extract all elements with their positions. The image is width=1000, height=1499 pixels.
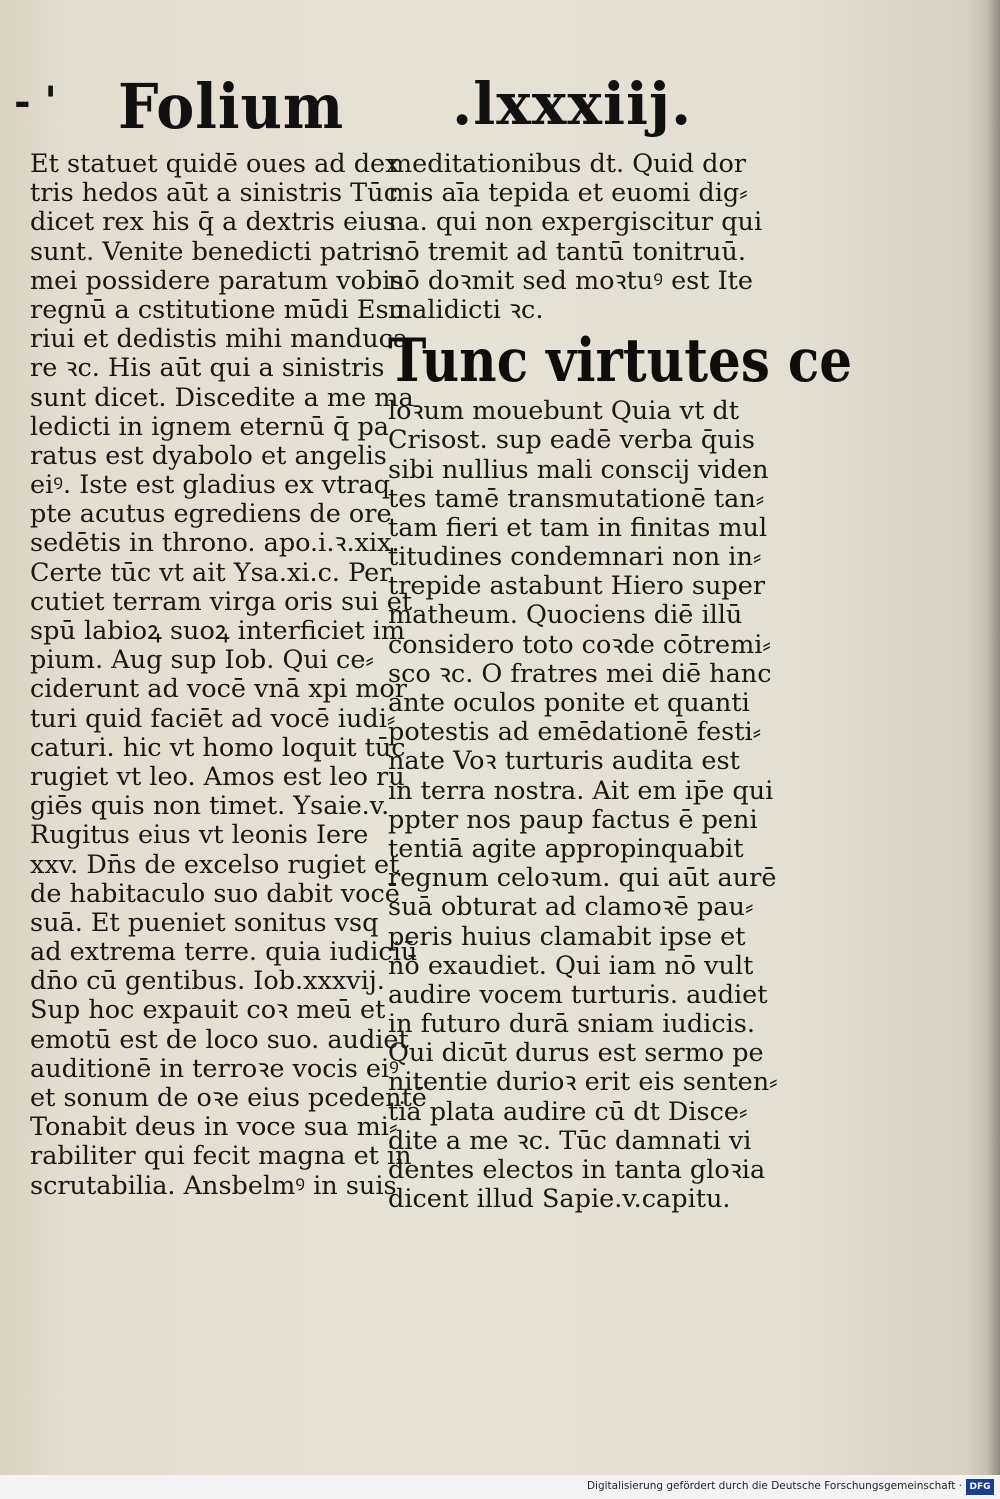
margin-mark: - '	[14, 78, 57, 125]
text-line: suā obturat ad clamoꝛē pau⸗	[388, 892, 754, 923]
text-line: rugiet vt leo. Amos est leo ru	[30, 761, 405, 792]
text-line: sco ꝛc. O fratres mei diē hanc	[388, 658, 772, 689]
folio-number: .lxxxiij.	[452, 70, 693, 138]
text-line: loꝛum mouebunt Quia vt dt	[388, 396, 739, 427]
text-line: Sup hoc expauit coꝛ meū et	[30, 995, 386, 1026]
text-line: cutiet terram virga oris sui et	[30, 586, 413, 617]
text-line: in terra nostra. Ait em ip̄e qui	[388, 775, 774, 806]
running-head-folium: Folium	[118, 70, 345, 143]
text-line: mis aīa tepida et euomi dig⸗	[388, 178, 748, 209]
text-line: ppter nos paup factus ē peni	[388, 804, 758, 835]
text-line: Rugitus eius vt leonis Iere	[30, 820, 369, 851]
text-line: sunt. Venite benedicti patris	[30, 236, 395, 267]
text-line: Certe tūc vt ait Ysa.xi.c. Per	[30, 557, 392, 588]
text-line: turi quid faciēt ad vocē iudi⸗	[30, 703, 396, 734]
text-line: tia plata audire cū dt Disce⸗	[388, 1096, 748, 1127]
text-line: pium. Aug sup Iob. Qui ce⸗	[30, 645, 374, 676]
text-line: sibi nullius mali conscij viden	[388, 454, 769, 485]
text-line: regnū a cstitutione mūdi Esu	[30, 294, 405, 325]
right-column-top-lines	[388, 149, 763, 325]
text-line: trepide astabunt Hiero super	[388, 571, 766, 602]
text-line: tam fieri et tam in finitas mul	[388, 512, 768, 543]
text-line: matheum. Quociens diē illū	[388, 600, 743, 631]
text-line: de habitaculo suo dabit vocē	[30, 878, 400, 909]
text-line: et sonum de oꝛe eius pcedentē	[30, 1083, 427, 1113]
text-line: considero toto coꝛde cōtremi⸗	[388, 629, 771, 660]
page-edge	[986, 0, 1000, 1475]
right-column-bottom-lines	[388, 396, 778, 1215]
text-line: giēs quis non timet. Ysaie.v.	[30, 791, 390, 822]
text-line: dentes electos in tanta gloꝛia	[388, 1155, 766, 1185]
text-line: nitentie durioꝛ erit eis senten⸗	[388, 1067, 778, 1098]
text-line: nate Voꝛ turturis audita est	[388, 746, 740, 777]
text-line: xxv. Dn̄s de excelso rugiet et	[30, 849, 400, 880]
dfg-logo: DFG	[966, 1479, 994, 1495]
text-line: dicet rex his q̄ a dextris eius	[30, 207, 396, 238]
funding-credit: Digitalisierung gefördert durch die Deutsche Forschungsgemeinschaft ·	[586, 1480, 962, 1492]
text-line: caturi. hic vt homo loquit tūc	[30, 732, 406, 763]
text-line: sedētis in throno. apo.i.ꝛ.xix.	[30, 528, 400, 559]
text-line: Tonabit deus in voce sua mi⸗	[30, 1112, 398, 1143]
text-line: Qui dicūt durus est sermo pe	[388, 1038, 764, 1069]
text-line: audire vocem turturis. audiet	[388, 979, 768, 1010]
text-line: ratus est dyabolo et angelis	[30, 440, 387, 471]
text-line: ad extrema terre. quia iudiciū	[30, 937, 418, 968]
text-line: mei possidere paratum vobis	[30, 265, 404, 296]
text-line: na. qui non expergiscitur qui	[388, 207, 763, 238]
text-line: tentiā agite appropinquabit	[388, 833, 744, 864]
text-line: scrutabilia. Ansbelmꝰ in suis	[30, 1170, 397, 1201]
text-line: dite a me ꝛc. Tūc damnati vi	[388, 1125, 752, 1156]
text-line: auditionē in terroꝛe vocis eiꝰ	[30, 1053, 399, 1084]
text-line: peris huius clamabit ipse et	[388, 921, 746, 952]
text-line: regnum celoꝛum. qui aūt aurē	[388, 863, 777, 894]
text-line: emotū est de loco suo. audiet	[30, 1024, 409, 1055]
text-line: sunt dicet. Discedite a me ma	[30, 382, 414, 413]
text-line: riui et dedistis mihi manduca	[30, 324, 409, 355]
text-line: tes tamē transmutationē tan⸗	[388, 483, 765, 514]
text-line: nō exaudiet. Qui iam nō vult	[388, 950, 754, 981]
text-line: re ꝛc. His aūt qui a sinistris	[30, 353, 385, 384]
text-line: nō doꝛmit sed moꝛtuꝰ est Ite	[388, 265, 754, 296]
section-title: Tunc virtutes ce	[388, 326, 853, 397]
text-line: pte acutus egrediens de ore	[30, 499, 392, 530]
text-line: eiꝰ. Iste est gladius ex vtraq	[30, 470, 391, 501]
text-line: Et statuet quidē oues ad dex	[30, 149, 400, 179]
text-line: dicent illud Sapie.v.capitu.	[388, 1184, 731, 1215]
text-line: malidicti ꝛc.	[388, 294, 544, 325]
text-line: ciderunt ad vocē vnā xpi mor	[30, 674, 407, 705]
text-line: rabiliter qui fecit magna et in	[30, 1141, 412, 1172]
footer-bar	[0, 1475, 1000, 1499]
left-text-column	[30, 149, 427, 1201]
text-line: meditationibus dt. Quid dor	[388, 149, 747, 179]
text-line: suā. Et pueniet sonitus vsq	[30, 907, 379, 938]
text-line: tris hedos aūt a sinistris Tūc	[30, 178, 398, 209]
text-line: spū labioꝝ suoꝝ interficiet im	[30, 616, 406, 646]
text-line: ante oculos ponite et quanti	[388, 688, 750, 718]
text-line: potestis ad emēdationē festi⸗	[388, 717, 762, 748]
text-line: dn̄o cū gentibus. Iob.xxxvij.	[30, 966, 385, 997]
text-line: titudines condemnari non in⸗	[388, 542, 762, 573]
text-line: nō tremit ad tantū tonitruū.	[388, 236, 746, 267]
text-line: Crisost. sup eadē verba q̄uis	[388, 425, 755, 456]
text-line: ledicti in ignem eternū q̄ pa	[30, 411, 390, 442]
text-line: in futuro durā sniam iudicis.	[388, 1009, 755, 1040]
right-text-column	[388, 149, 853, 1215]
